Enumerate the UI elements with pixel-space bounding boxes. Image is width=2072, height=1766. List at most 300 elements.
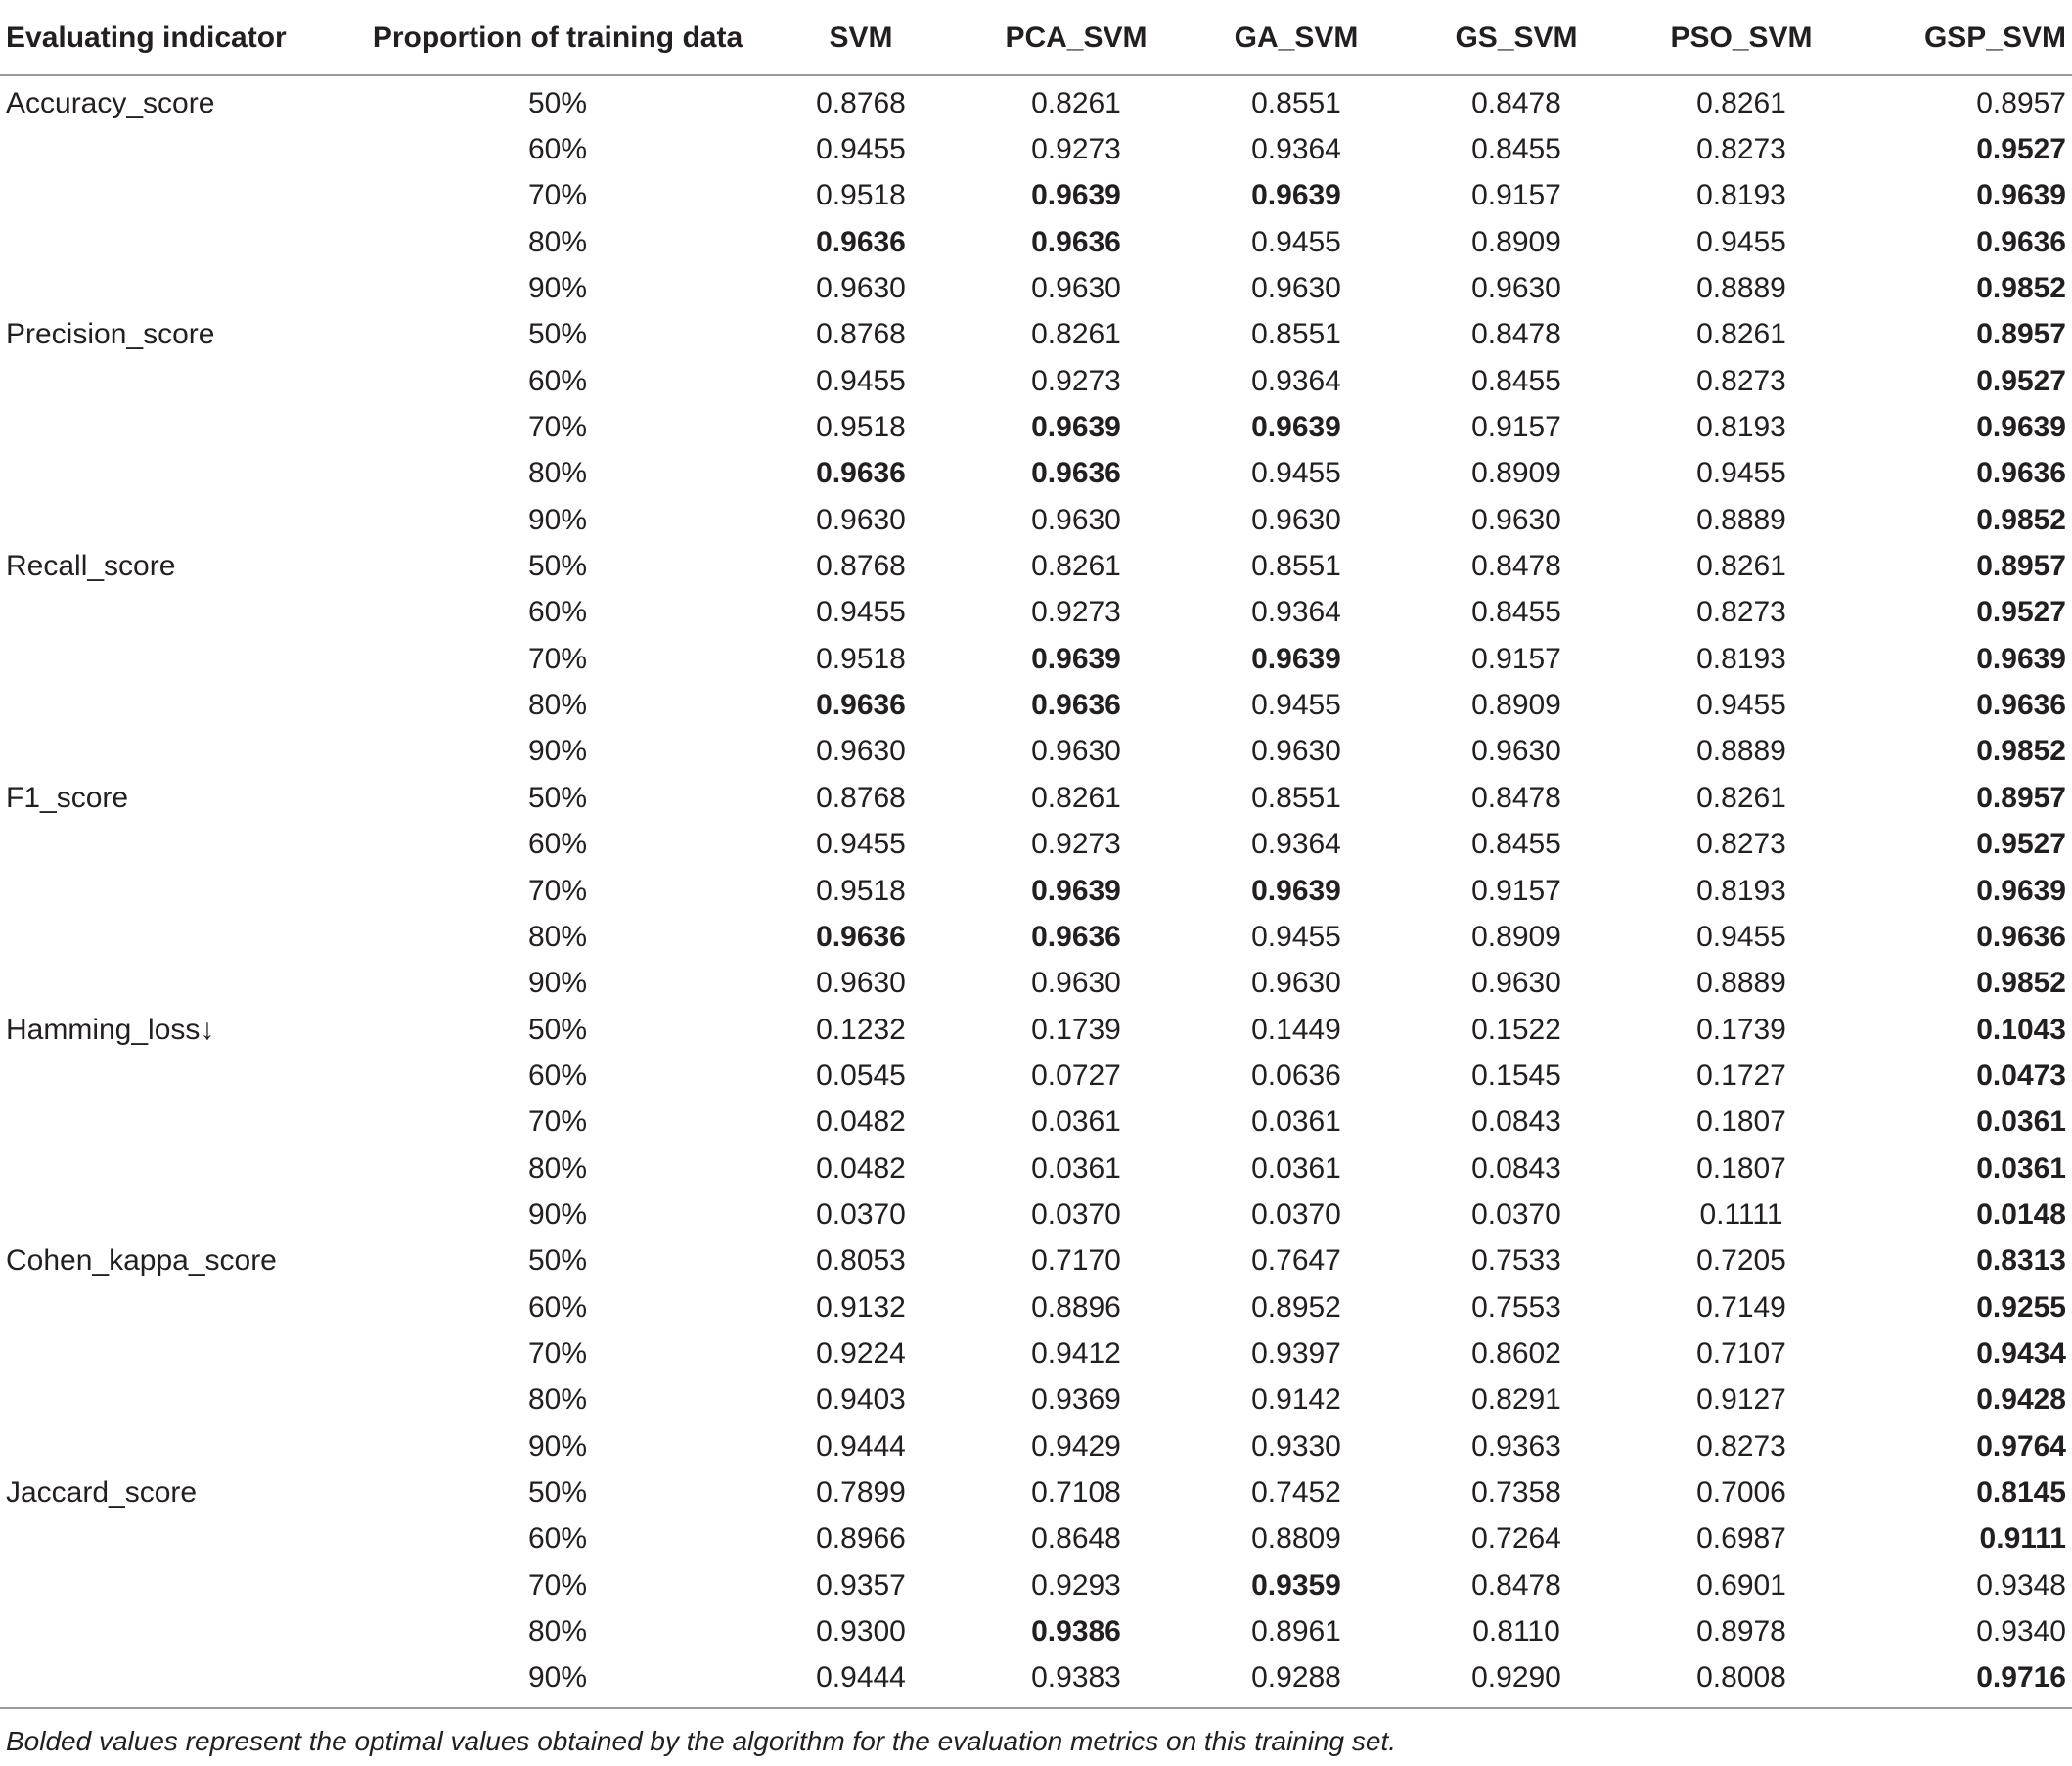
gsp-svm-value-cell: 0.8957 [1976,550,2066,583]
proportion-cell: 70% [527,642,588,675]
pso-svm-value-cell: 0.8273 [1696,1429,1786,1463]
pca-svm-value-cell: 0.8261 [1031,318,1121,351]
ga-svm-value-cell: 0.1449 [1251,1013,1341,1046]
gs-svm-value-cell: 0.0370 [1471,1198,1561,1231]
gs-svm-value-cell: 0.8455 [1471,133,1561,166]
ga-svm-value-cell: 0.8551 [1251,550,1341,583]
table-row [0,1608,2072,1654]
indicator-cell [0,1655,362,1708]
ga-svm-value-cell: 0.9455 [1251,689,1341,722]
indicator-cell [0,1517,362,1562]
gs-svm-value-cell: 0.9290 [1409,1655,1624,1708]
gs-svm-value-cell: 0.8909 [1471,457,1561,490]
gsp-svm-value-cell: 0.9636 [1976,225,2066,258]
gs-svm-value-cell: 0.0843 [1471,1152,1561,1185]
gsp-svm-value-cell: 0.9255 [1976,1291,2066,1324]
proportion-cell: 70% [527,1336,588,1370]
svm-value-cell: 0.9357 [816,1568,906,1602]
svm-value-cell: 0.9455 [816,828,906,861]
table-row [0,1378,2072,1424]
svm-value-cell: 0.9444 [816,1429,906,1463]
ga-svm-value-cell: 0.9142 [1251,1383,1341,1417]
ga-svm-value-cell: 0.8809 [1251,1522,1341,1556]
pca-svm-value-cell: 0.9636 [1031,689,1121,722]
table-row [0,126,2072,172]
ga-svm-value-cell: 0.9630 [1251,272,1341,305]
gsp-svm-value-cell: 0.9527 [1976,364,2066,397]
gsp-svm-value-cell: 0.9639 [1976,411,2066,444]
svm-value-cell: 0.8053 [816,1245,906,1278]
table-row [0,1285,2072,1331]
indicator-cell: Accuracy_score [6,86,215,119]
indicator-cell [0,636,362,682]
gs-svm-value-cell: 0.9630 [1471,735,1561,768]
svm-value-cell: 0.9455 [816,596,906,629]
ga-svm-value-cell: 0.0370 [1251,1198,1341,1231]
table-row [0,868,2072,914]
gs-svm-value-cell: 0.7533 [1471,1245,1561,1278]
table-row [0,543,2072,589]
indicator-cell [0,1378,362,1424]
pso-svm-value-cell: 0.8261 [1696,86,1786,119]
proportion-cell: 50% [527,1245,588,1278]
indicator-cell: Cohen_kappa_score [6,1245,277,1278]
pso-svm-value-cell: 0.8889 [1696,503,1786,536]
svm-value-cell: 0.0482 [816,1106,906,1139]
indicator-cell [0,358,362,404]
indicator-cell [0,1192,362,1238]
gs-svm-value-cell: 0.1545 [1471,1059,1561,1092]
table-row [0,1146,2072,1192]
table-row [0,1517,2072,1562]
indicator-cell [0,961,362,1007]
proportion-cell: 70% [527,179,588,212]
table-row [0,590,2072,636]
pso-svm-value-cell: 0.1807 [1696,1152,1786,1185]
gs-svm-value-cell: 0.8455 [1471,828,1561,861]
proportion-cell: 70% [527,1106,588,1139]
svm-value-cell: 0.9403 [816,1383,906,1417]
proportion-cell: 70% [527,1568,588,1602]
svm-value-cell: 0.9636 [816,689,906,722]
table-row [0,497,2072,543]
indicator-cell [0,173,362,219]
ga-svm-value-cell: 0.9455 [1251,457,1341,490]
gs-svm-value-cell: 0.8478 [1471,86,1561,119]
pca-svm-value-cell: 0.9369 [1031,1383,1121,1417]
gs-svm-value-cell: 0.9630 [1471,503,1561,536]
ga-svm-value-cell: 0.9455 [1251,225,1341,258]
pca-svm-value-cell: 0.7170 [1031,1245,1121,1278]
svm-value-cell: 0.9518 [816,874,906,907]
gs-svm-value-cell: 0.8478 [1471,318,1561,351]
svm-value-cell: 0.9455 [816,133,906,166]
pso-svm-value-cell: 0.8008 [1624,1655,1859,1708]
pca-svm-value-cell: 0.0370 [1031,1198,1121,1231]
gsp-svm-value-cell: 0.0361 [1976,1106,2066,1139]
indicator-cell: Jaccard_score [6,1475,198,1509]
table-row [0,451,2072,497]
pca-svm-value-cell: 0.9639 [1031,179,1121,212]
pca-svm-value-cell: 0.0361 [1031,1106,1121,1139]
pso-svm-value-cell: 0.1739 [1696,1013,1786,1046]
ga-svm-value-cell: 0.9364 [1251,596,1341,629]
pso-svm-value-cell: 0.8273 [1696,364,1786,397]
gsp-svm-value-cell: 0.0473 [1976,1059,2066,1092]
results-table [0,14,2072,1709]
svm-value-cell: 0.9636 [816,920,906,953]
svm-value-cell: 0.8768 [816,781,906,814]
ga-svm-value-cell: 0.8551 [1251,86,1341,119]
indicator-cell [0,682,362,728]
svm-value-cell: 0.0545 [816,1059,906,1092]
pca-svm-value-cell: 0.9630 [1031,735,1121,768]
pca-svm-value-cell: 0.9412 [1031,1336,1121,1370]
gsp-svm-value-cell: 0.9636 [1976,689,2066,722]
gs-svm-value-cell: 0.8909 [1471,920,1561,953]
table-row [0,219,2072,265]
gsp-svm-value-cell: 0.0148 [1976,1198,2066,1231]
gsp-svm-value-cell: 0.0361 [1976,1152,2066,1185]
gs-svm-value-cell: 0.7553 [1471,1291,1561,1324]
svm-value-cell: 0.9630 [816,272,906,305]
proportion-cell: 90% [527,967,588,1000]
ga-svm-value-cell: 0.7647 [1251,1245,1341,1278]
ga-svm-value-cell: 0.9630 [1251,735,1341,768]
proportion-cell: 80% [527,457,588,490]
pso-svm-value-cell: 0.8889 [1696,272,1786,305]
pca-svm-value-cell: 0.9273 [1031,596,1121,629]
gsp-svm-value-cell: 0.9716 [1859,1655,2072,1708]
gsp-svm-value-cell: 0.9639 [1976,874,2066,907]
header-row [0,14,2072,75]
table-row [0,173,2072,219]
pso-svm-value-cell: 0.8193 [1696,642,1786,675]
ga-svm-value-cell: 0.8961 [1251,1615,1341,1649]
svm-value-cell: 0.9630 [816,735,906,768]
ga-svm-value-cell: 0.9364 [1251,133,1341,166]
header-evaluating-indicator: Evaluating indicator [0,14,362,75]
indicator-cell: Hamming_loss↓ [6,1013,215,1046]
proportion-cell: 80% [527,920,588,953]
table-row [0,729,2072,775]
header-gs-svm: GS_SVM [1409,14,1624,75]
table-row [0,1239,2072,1285]
gsp-svm-value-cell: 0.9852 [1976,272,2066,305]
gs-svm-value-cell: 0.9157 [1471,642,1561,675]
gs-svm-value-cell: 0.0843 [1471,1106,1561,1139]
svm-value-cell: 0.1232 [816,1013,906,1046]
proportion-cell: 60% [527,364,588,397]
proportion-cell: 60% [527,828,588,861]
pca-svm-value-cell: 0.9273 [1031,133,1121,166]
gs-svm-value-cell: 0.8110 [1472,1615,1560,1649]
indicator-cell [0,590,362,636]
gsp-svm-value-cell: 0.9852 [1976,967,2066,1000]
proportion-cell: 60% [527,133,588,166]
proportion-cell: 60% [527,1291,588,1324]
ga-svm-value-cell: 0.9639 [1251,179,1341,212]
header-ga-svm: GA_SVM [1184,14,1409,75]
pca-svm-value-cell: 0.0727 [1031,1059,1121,1092]
gs-svm-value-cell: 0.8909 [1471,225,1561,258]
pca-svm-value-cell: 0.9639 [1031,642,1121,675]
indicator-cell: F1_score [6,781,129,814]
svm-value-cell: 0.9518 [816,411,906,444]
ga-svm-value-cell: 0.7452 [1251,1475,1341,1509]
gsp-svm-value-cell: 0.8313 [1976,1245,2066,1278]
indicator-cell [0,1608,362,1654]
pso-svm-value-cell: 0.1111 [1699,1198,1783,1231]
gs-svm-value-cell: 0.8478 [1471,550,1561,583]
pso-svm-value-cell: 0.8273 [1696,596,1786,629]
indicator-cell [0,404,362,450]
svm-value-cell: 0.9518 [816,642,906,675]
indicator-cell [0,497,362,543]
indicator-cell [0,451,362,497]
ga-svm-value-cell: 0.0636 [1251,1059,1341,1092]
pso-svm-value-cell: 0.8193 [1696,179,1786,212]
proportion-cell: 50% [527,86,588,119]
pso-svm-value-cell: 0.6987 [1696,1522,1786,1556]
svm-value-cell: 0.9630 [816,967,906,1000]
proportion-cell: 60% [527,1059,588,1092]
pca-svm-value-cell: 0.8648 [1031,1522,1121,1556]
pca-svm-value-cell: 0.9273 [1031,828,1121,861]
pca-svm-value-cell: 0.9429 [1031,1429,1121,1463]
table-row [0,1562,2072,1608]
gs-svm-value-cell: 0.8909 [1471,689,1561,722]
svm-value-cell: 0.9224 [816,1336,906,1370]
table-row [0,1655,2072,1708]
pca-svm-value-cell: 0.9636 [1031,225,1121,258]
gs-svm-value-cell: 0.7264 [1471,1522,1561,1556]
indicator-cell [0,1053,362,1099]
pso-svm-value-cell: 0.8193 [1696,411,1786,444]
table-row [0,1470,2072,1516]
svm-value-cell: 0.9518 [816,179,906,212]
proportion-cell: 80% [527,1615,588,1649]
indicator-cell [0,126,362,172]
indicator-cell: Recall_score [6,550,176,583]
pso-svm-value-cell: 0.9455 [1696,457,1786,490]
header-pso-svm: PSO_SVM [1624,14,1859,75]
pca-svm-value-cell: 0.9293 [1031,1568,1121,1602]
gs-svm-value-cell: 0.8602 [1471,1336,1561,1370]
svm-value-cell: 0.9300 [816,1615,906,1649]
proportion-cell: 90% [527,1429,588,1463]
ga-svm-value-cell: 0.0361 [1251,1106,1341,1139]
proportion-cell: 60% [527,1522,588,1556]
pca-svm-value-cell: 0.9273 [1031,364,1121,397]
table-row [0,75,2072,126]
pso-svm-value-cell: 0.8978 [1696,1615,1786,1649]
svm-value-cell: 0.8768 [816,318,906,351]
gsp-svm-value-cell: 0.9527 [1976,133,2066,166]
table-row [0,404,2072,450]
header-gsp-svm: GSP_SVM [1859,14,2072,75]
table-row [0,1100,2072,1146]
proportion-cell: 90% [527,735,588,768]
pca-svm-value-cell: 0.9630 [1031,503,1121,536]
ga-svm-value-cell: 0.8551 [1251,318,1341,351]
proportion-cell: 60% [527,596,588,629]
svm-value-cell: 0.8966 [816,1522,906,1556]
pso-svm-value-cell: 0.7107 [1696,1336,1786,1370]
pca-svm-value-cell: 0.8261 [1031,550,1121,583]
gs-svm-value-cell: 0.9157 [1471,179,1561,212]
table-footnote: Bolded values represent the optimal values obtained by the algorithm for the evaluation metrics on this training set. [6,1726,1397,1756]
indicator-cell [0,1424,362,1470]
table-row [0,1007,2072,1053]
indicator-cell [0,1562,362,1608]
ga-svm-value-cell: 0.8952 [1251,1291,1341,1324]
gs-svm-value-cell: 0.8291 [1471,1383,1561,1417]
table-row [0,358,2072,404]
indicator-cell [0,219,362,265]
pso-svm-value-cell: 0.9455 [1696,225,1786,258]
svm-value-cell: 0.0370 [816,1198,906,1231]
table-row [0,961,2072,1007]
gsp-svm-value-cell: 0.9527 [1976,596,2066,629]
pso-svm-value-cell: 0.8889 [1696,967,1786,1000]
pca-svm-value-cell: 0.9636 [1031,457,1121,490]
ga-svm-value-cell: 0.9364 [1251,828,1341,861]
pca-svm-value-cell: 0.9630 [1031,272,1121,305]
ga-svm-value-cell: 0.9288 [1184,1655,1409,1708]
svm-value-cell: 0.9630 [816,503,906,536]
pso-svm-value-cell: 0.8889 [1696,735,1786,768]
indicator-cell [0,822,362,868]
proportion-cell: 90% [362,1655,753,1708]
pso-svm-value-cell: 0.7205 [1696,1245,1786,1278]
pca-svm-value-cell: 0.7108 [1031,1475,1121,1509]
pca-svm-value-cell: 0.1739 [1031,1013,1121,1046]
indicator-cell [0,1331,362,1377]
ga-svm-value-cell: 0.0361 [1251,1152,1341,1185]
pso-svm-value-cell: 0.8273 [1696,828,1786,861]
table-row [0,312,2072,358]
indicator-cell [0,1100,362,1146]
gs-svm-value-cell: 0.8455 [1471,596,1561,629]
proportion-cell: 90% [527,272,588,305]
indicator-cell [0,1285,362,1331]
gs-svm-value-cell: 0.9630 [1471,272,1561,305]
ga-svm-value-cell: 0.9455 [1251,920,1341,953]
gs-svm-value-cell: 0.9157 [1471,411,1561,444]
pca-svm-value-cell: 0.9639 [1031,874,1121,907]
ga-svm-value-cell: 0.9359 [1251,1568,1341,1602]
pso-svm-value-cell: 0.8193 [1696,874,1786,907]
pca-svm-value-cell: 0.9636 [1031,920,1121,953]
gs-svm-value-cell: 0.8478 [1471,781,1561,814]
pso-svm-value-cell: 0.7149 [1696,1291,1786,1324]
pso-svm-value-cell: 0.1807 [1696,1106,1786,1139]
pso-svm-value-cell: 0.8261 [1696,550,1786,583]
gs-svm-value-cell: 0.7358 [1471,1475,1561,1509]
indicator-cell [0,1146,362,1192]
pca-svm-value-cell: 0.9630 [1031,967,1121,1000]
proportion-cell: 90% [527,1198,588,1231]
svm-value-cell: 0.0482 [816,1152,906,1185]
gs-svm-value-cell: 0.9157 [1471,874,1561,907]
proportion-cell: 80% [527,225,588,258]
gs-svm-value-cell: 0.9630 [1471,967,1561,1000]
ga-svm-value-cell: 0.9630 [1251,967,1341,1000]
table-row [0,1331,2072,1377]
proportion-cell: 90% [527,503,588,536]
proportion-cell: 50% [527,550,588,583]
pso-svm-value-cell: 0.9127 [1696,1383,1786,1417]
table-row [0,636,2072,682]
indicator-cell [0,265,362,311]
gsp-svm-value-cell: 0.8145 [1976,1475,2066,1509]
ga-svm-value-cell: 0.9630 [1251,503,1341,536]
indicator-cell [0,729,362,775]
gsp-svm-value-cell: 0.1043 [1976,1013,2066,1046]
gsp-svm-value-cell: 0.9639 [1976,642,2066,675]
gsp-svm-value-cell: 0.9639 [1976,179,2066,212]
svm-value-cell: 0.9636 [816,457,906,490]
gs-svm-value-cell: 0.8455 [1471,364,1561,397]
gsp-svm-value-cell: 0.9527 [1976,828,2066,861]
pca-svm-value-cell: 0.9639 [1031,411,1121,444]
gsp-svm-value-cell: 0.9636 [1976,920,2066,953]
table-row [0,1424,2072,1470]
table-row [0,775,2072,821]
svm-value-cell: 0.9636 [816,225,906,258]
proportion-cell: 80% [527,1383,588,1417]
svm-value-cell: 0.9455 [816,364,906,397]
table-row [0,265,2072,311]
pso-svm-value-cell: 0.6901 [1696,1568,1786,1602]
gsp-svm-value-cell: 0.8957 [1976,781,2066,814]
pso-svm-value-cell: 0.1727 [1696,1059,1786,1092]
pso-svm-value-cell: 0.7006 [1696,1475,1786,1509]
proportion-cell: 70% [527,411,588,444]
table-row [0,1192,2072,1238]
ga-svm-value-cell: 0.9639 [1251,411,1341,444]
proportion-cell: 80% [527,1152,588,1185]
svm-value-cell: 0.8768 [816,86,906,119]
pca-svm-value-cell: 0.8896 [1031,1291,1121,1324]
ga-svm-value-cell: 0.9364 [1251,364,1341,397]
gsp-svm-value-cell: 0.9434 [1976,1336,2066,1370]
ga-svm-value-cell: 0.9397 [1251,1336,1341,1370]
header-pca-svm: PCA_SVM [968,14,1184,75]
pso-svm-value-cell: 0.8261 [1696,318,1786,351]
pso-svm-value-cell: 0.9455 [1696,689,1786,722]
gsp-svm-value-cell: 0.9852 [1976,735,2066,768]
header-svm: SVM [753,14,968,75]
proportion-cell: 50% [527,318,588,351]
gs-svm-value-cell: 0.1522 [1471,1013,1561,1046]
pca-svm-value-cell: 0.0361 [1031,1152,1121,1185]
gsp-svm-value-cell: 0.9340 [1976,1615,2066,1649]
table-row [0,822,2072,868]
proportion-cell: 80% [527,689,588,722]
pca-svm-value-cell: 0.8261 [1031,781,1121,814]
proportion-cell: 70% [527,874,588,907]
gsp-svm-value-cell: 0.8957 [1976,86,2066,119]
gsp-svm-value-cell: 0.9348 [1976,1568,2066,1602]
svm-value-cell: 0.9444 [753,1655,968,1708]
gsp-svm-value-cell: 0.9764 [1976,1429,2066,1463]
ga-svm-value-cell: 0.8551 [1251,781,1341,814]
table-row [0,914,2072,960]
gs-svm-value-cell: 0.8478 [1471,1568,1561,1602]
table-row [0,1053,2072,1099]
